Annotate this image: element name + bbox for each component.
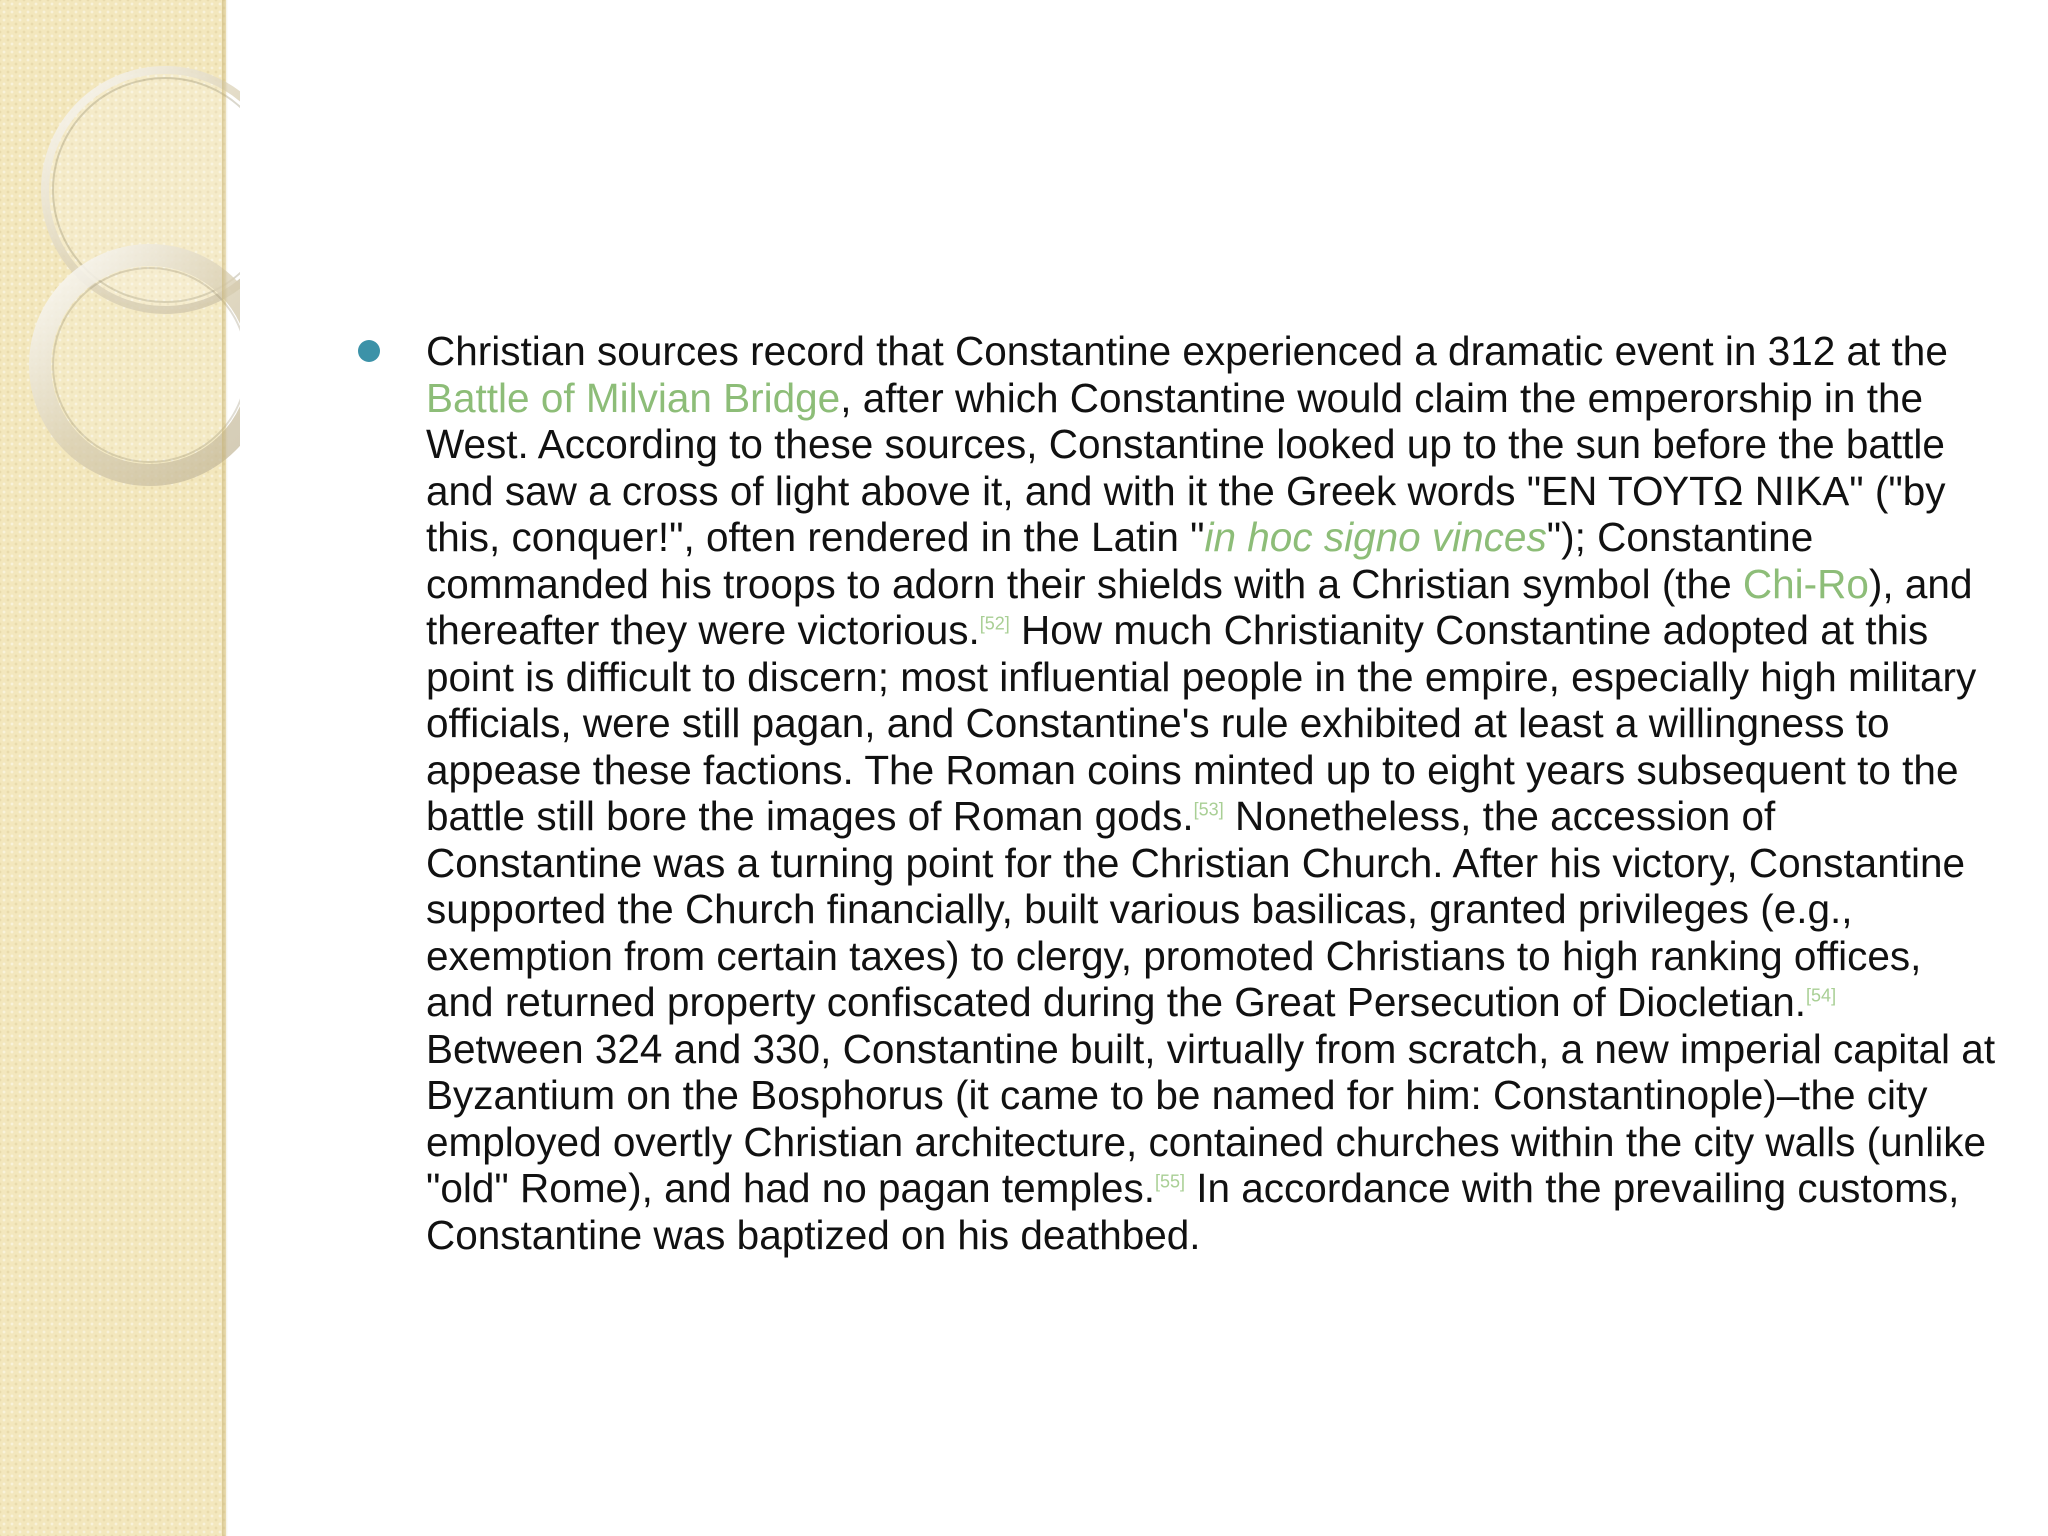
text-run: Nonetheless, the accession of Constantine was a turning point for the Christian Church. After his victory, Constantine supported the Church financially, built various basilicas, granted privileges (e.g., exemption from certain taxes) to clergy, promoted Christians to high ranking offices, and returned property confiscated during the Great Persecution of Diocletian. xyxy=(426,793,1966,1025)
link-chi-ro[interactable]: Chi-Ro xyxy=(1742,560,1869,607)
link-battle-of-milvian-bridge[interactable]: Battle of Milvian Bridge xyxy=(426,374,841,421)
text-run: Christian sources record that Constantine experienced a dramatic event in 312 at the xyxy=(426,328,1948,374)
content-area xyxy=(358,328,1998,1258)
text-run: "); Constantine commanded his troops to adorn their shields with a Christian symbol (the xyxy=(426,514,1814,607)
text-run: In accordance with the prevailing customs, Constantine was baptized on his deathbed. xyxy=(426,1165,1960,1258)
reference-link-54[interactable]: [54] xyxy=(1806,985,1837,1006)
reference-link-55[interactable]: [55] xyxy=(1154,1171,1185,1192)
reference-link-53[interactable]: [53] xyxy=(1193,799,1224,820)
decorative-side-panel xyxy=(0,0,226,1536)
reference-link-52[interactable]: [52] xyxy=(979,613,1010,634)
decorative-rings-icon xyxy=(0,0,240,560)
body-paragraph xyxy=(426,328,1998,1258)
bullet-icon xyxy=(358,340,380,362)
bullet-item xyxy=(358,328,1998,1258)
text-run: How much Christianity Constantine adopted at this point is difficult to discern; most influential people in the empire, especially high military officials, were still pagan, and Constantine's rule exhibited at least a willingness to appease these factions. The Roman coins minted up to eight years subsequent to the battle still bore the images of Roman gods. xyxy=(426,607,1977,839)
text-run: ), and thereafter they were victorious. xyxy=(426,560,1973,653)
text-run: Between 324 and 330, Constantine built, virtually from scratch, a new imperial capital at Byzantium on the Bosphorus (it came to be named for him: Constantinople)–the city employed overtly Christian architecture, contained churches within the city walls (unlike "old" Rome), and had no pagan temples. xyxy=(426,1025,1996,1211)
text-run: , after which Constantine would claim the emperorship in the West. According to these sources, Constantine looked up to the sun before the battle and saw a cross of light above it, and with it the Greek words "ΕΝ ΤΟΥΤΩ ΝΙΚΑ" ("by this, conquer!", often rendered in the Latin " xyxy=(426,374,1946,560)
link-in-hoc-signo-vinces[interactable]: in hoc signo vinces xyxy=(1204,514,1547,560)
side-panel-edge xyxy=(222,0,228,1536)
